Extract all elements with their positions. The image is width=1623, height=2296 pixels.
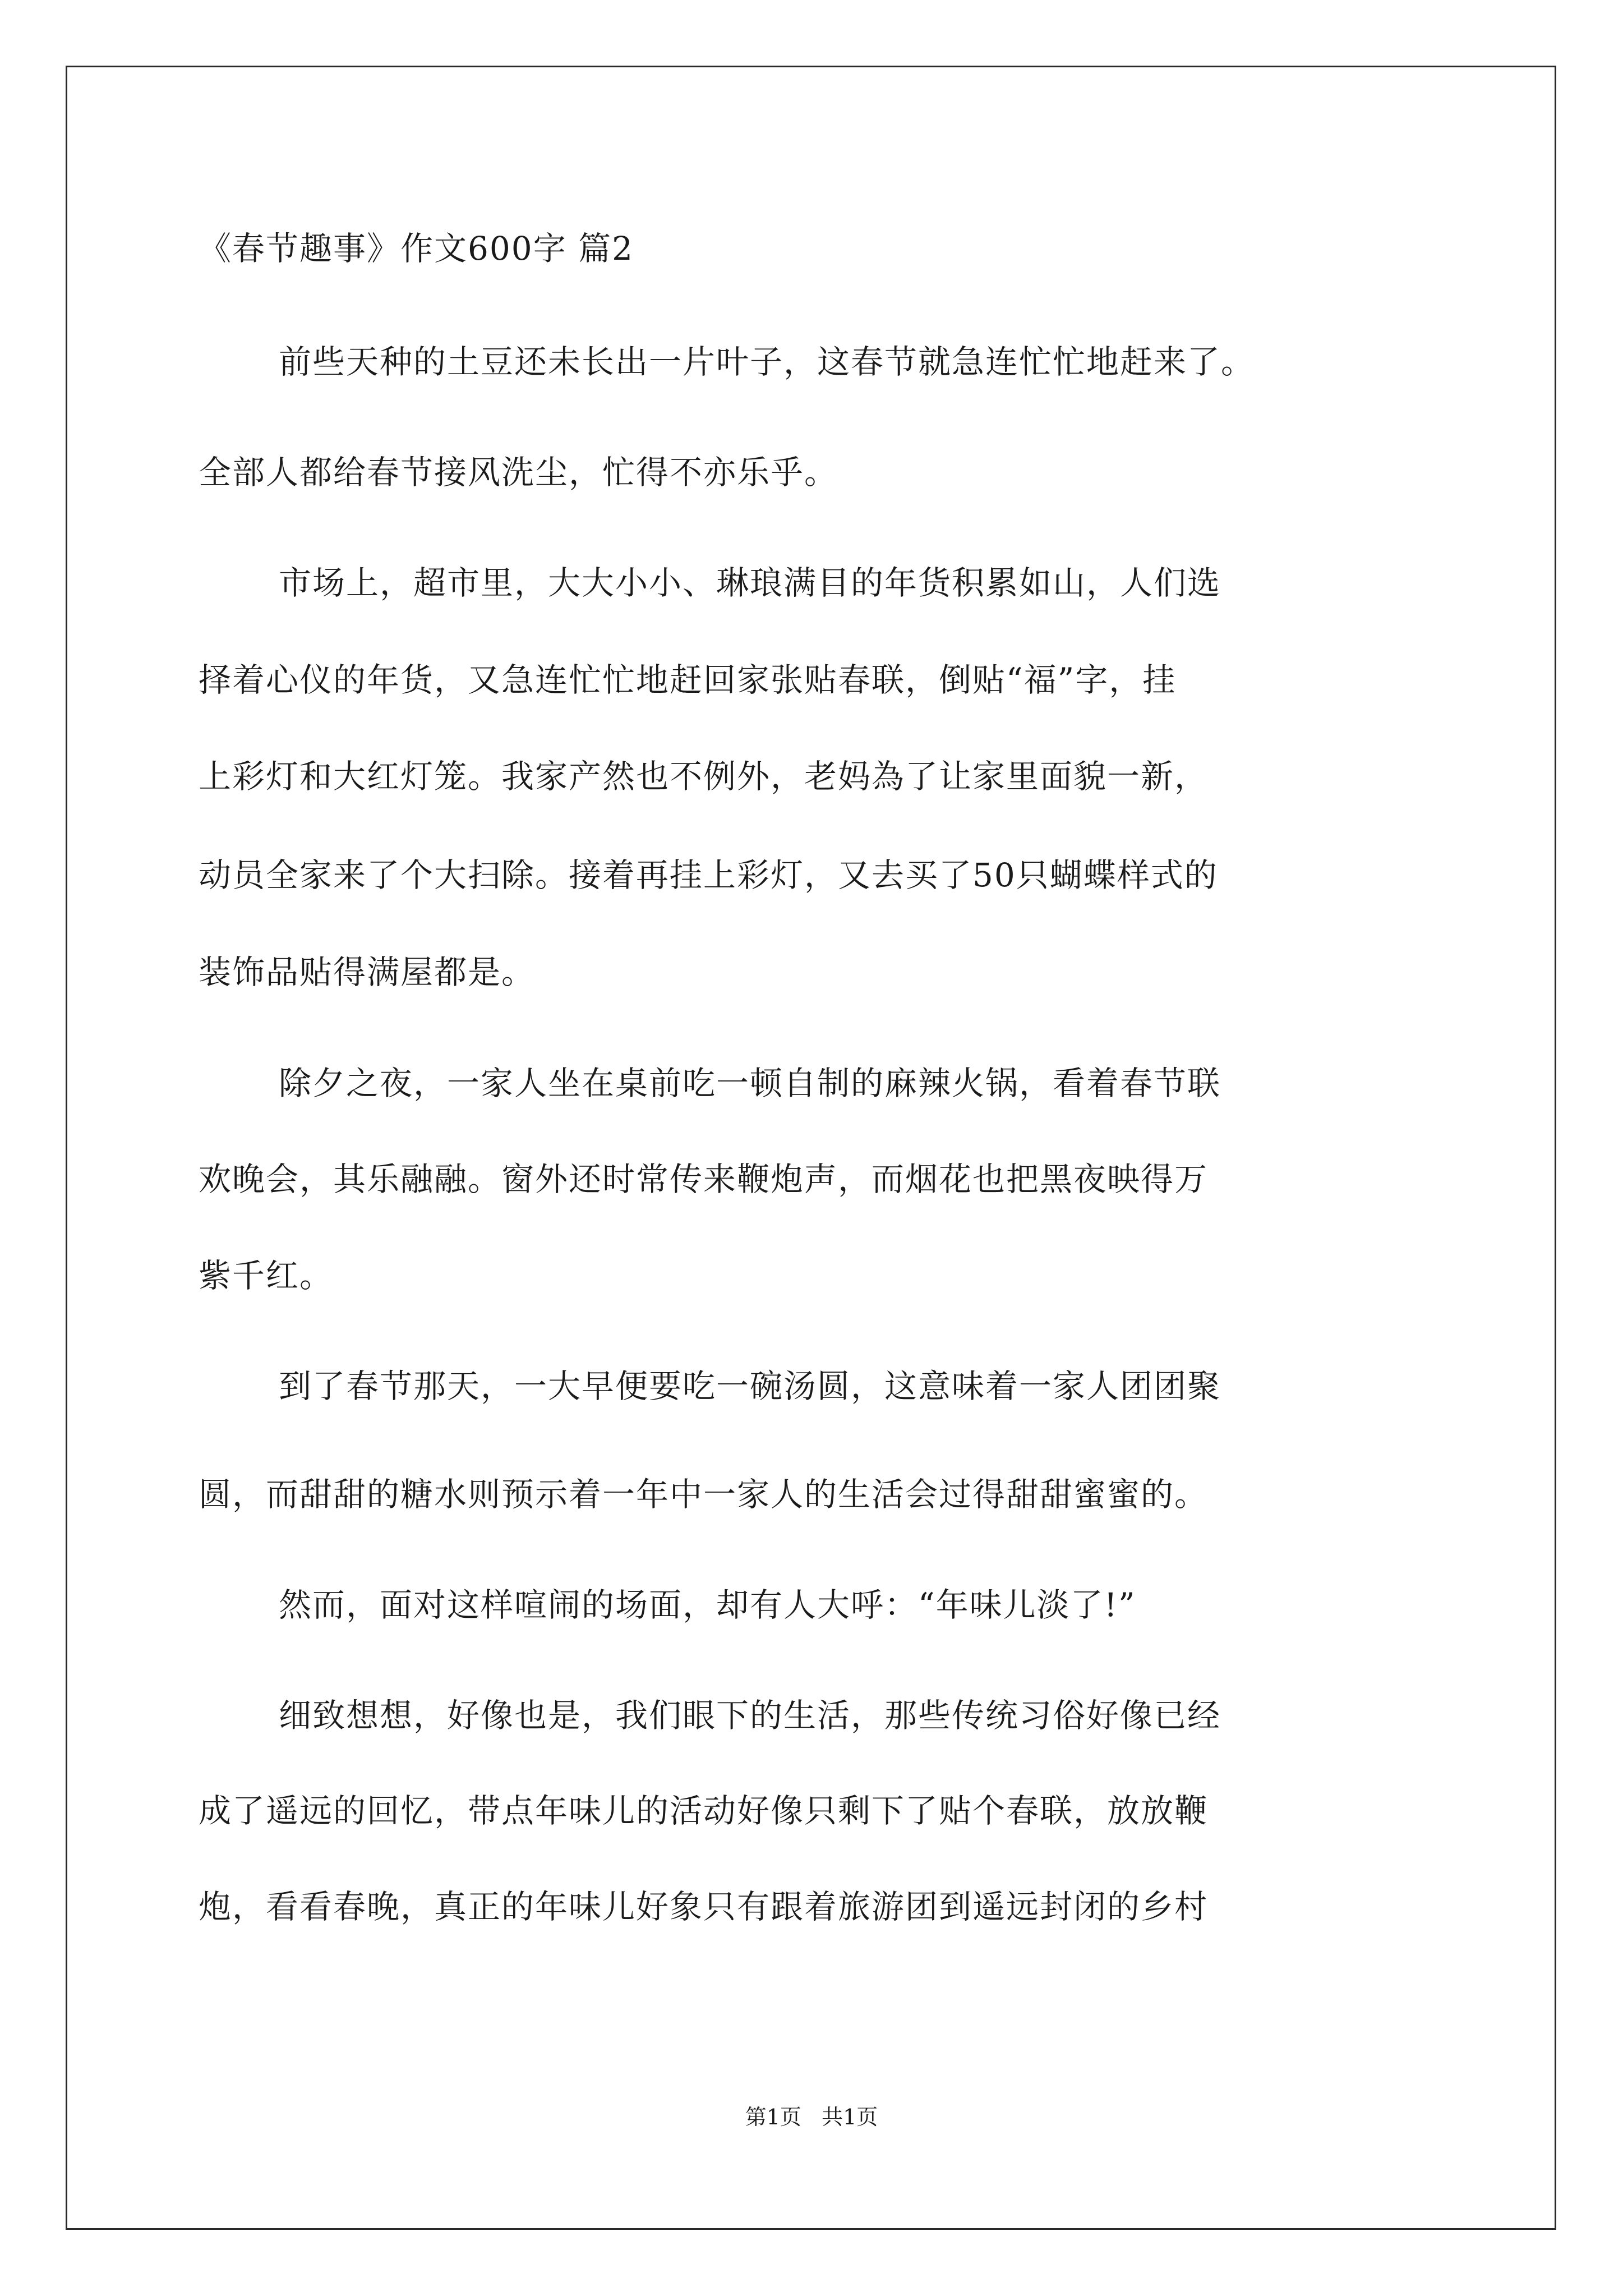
paragraph-2-line-4: 动员全家来了个大扫除。接着再挂上彩灯，又去买了50只蝴蝶样式的 — [199, 856, 1218, 894]
paragraph-3-line-1: 除夕之夜，一家人坐在桌前吃一顿自制的麻辣火锅，看着春节联 — [279, 1064, 1221, 1102]
paragraph-1-line-1: 前些天种的土豆还未长出一片叶子，这春节就急连忙忙地赶来了。 — [279, 343, 1255, 381]
paragraph-3-line-2: 欢晚会，其乐融融。窗外还时常传来鞭炮声，而烟花也把黑夜映得万 — [199, 1160, 1209, 1198]
paragraph-2-line-1: 市场上，超市里，大大小小、琳琅满目的年货积累如山，人们选 — [279, 564, 1221, 602]
paragraph-4-line-1: 到了春节那天，一大早便要吃一碗汤圆，这意味着一家人团团聚 — [279, 1367, 1221, 1405]
paragraph-3-line-3: 紫千红。 — [199, 1257, 334, 1295]
paragraph-2-line-3: 上彩灯和大红灯笼。我家产然也不例外，老妈為了让家里面貌一新， — [199, 757, 1209, 795]
paragraph-2-line-5: 装饰品贴得满屋都是。 — [199, 953, 536, 991]
paragraph-6-line-3: 炮，看看春晚，真正的年味儿好象只有跟着旅游团到遥远封闭的乡村 — [199, 1888, 1209, 1926]
paragraph-5-line-1: 然而，面对这样喧闹的场面，却有人大呼：“年味儿淡了!” — [279, 1586, 1136, 1624]
paragraph-6-line-2: 成了遥远的回忆，带点年味儿的活动好像只剩下了贴个春联，放放鞭 — [199, 1792, 1209, 1830]
paragraph-4-line-2: 圆，而甜甜的糖水则预示着一年中一家人的生活会过得甜甜蜜蜜的。 — [199, 1475, 1209, 1513]
page-number-footer: 第1页 共1页 — [745, 2105, 878, 2129]
paragraph-6-line-1: 细致想想，好像也是，我们眼下的生活，那些传统习俗好像已经 — [279, 1696, 1221, 1734]
paragraph-2-line-2: 择着心仪的年货，又急连忙忙地赶回家张贴春联，倒贴“福”字，挂 — [199, 661, 1177, 699]
essay-title: 《春节趣事》作文600字 篇2 — [199, 229, 634, 268]
paragraph-1-line-2: 全部人都给春节接风洗尘，忙得不亦乐乎。 — [199, 453, 838, 491]
